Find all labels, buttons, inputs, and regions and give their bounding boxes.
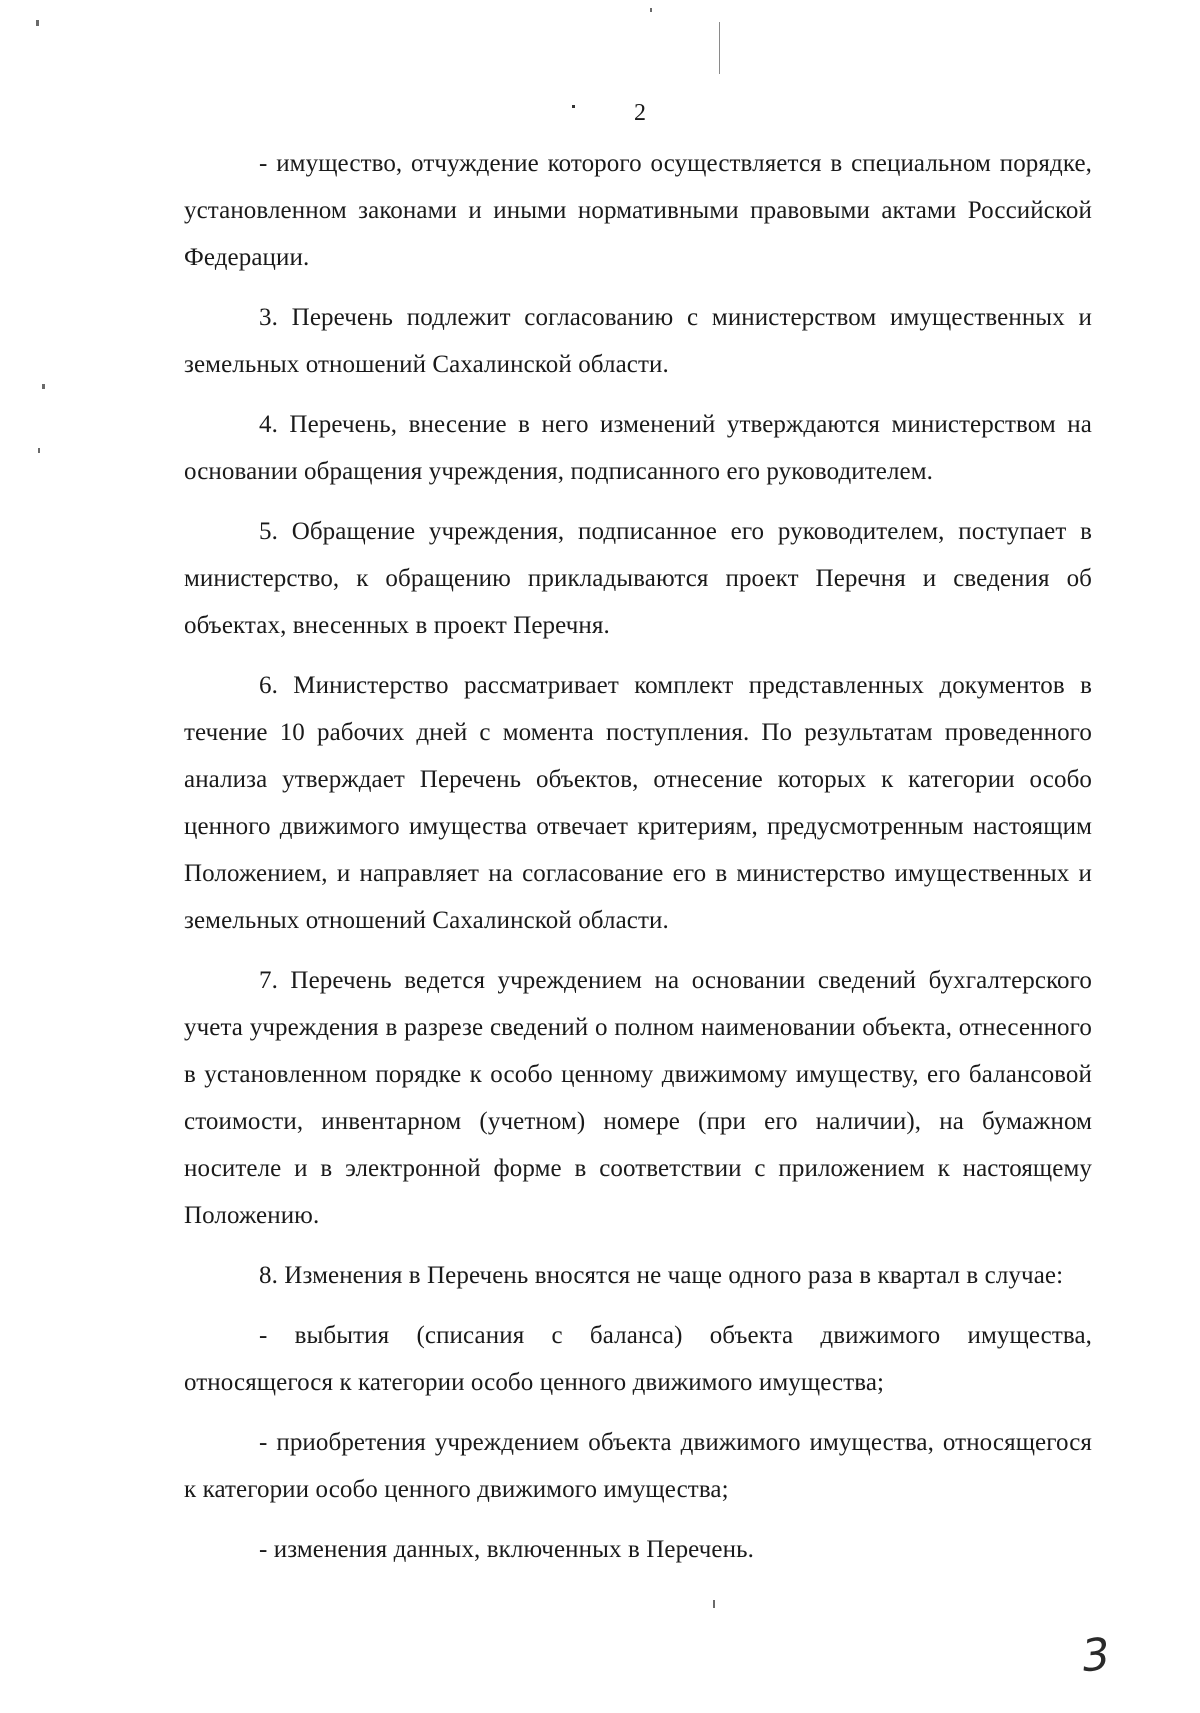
document-body xyxy=(184,140,1092,1586)
scan-mark xyxy=(719,22,720,74)
scan-mark xyxy=(42,384,45,389)
paragraph-5: 6. Министерство рассматривает комплект представленных документов в течение 10 рабочих дней с момента поступления. По результатам проведенного анализа утверждает Перечень объектов, отнесение которых к категории особо ценного движимого имущества отвечает критериям, предусмотренным настоящим Положением, и направляет на согласование его в министерство имущественных и земельных отношений Сахалинской области. xyxy=(184,672,1092,934)
paragraph-3: 4. Перечень, внесение в него изменений утверждаются министерством на основании обращения учреждения, подписанного его руководителем. xyxy=(184,411,1092,485)
scan-mark xyxy=(572,105,575,108)
scan-mark xyxy=(38,448,40,453)
handwritten-page-mark: 3 xyxy=(1079,1628,1113,1683)
scan-mark xyxy=(650,8,652,12)
scan-mark xyxy=(36,20,39,26)
paragraph-1: - имущество, отчуждение которого осуществляется в специальном порядке, установленном законами и иными нормативными правовыми актами Российской Федерации. xyxy=(184,150,1092,271)
page-number: 2 xyxy=(634,100,646,126)
scan-mark xyxy=(713,1600,715,1608)
paragraph-2: 3. Перечень подлежит согласованию с министерством имущественных и земельных отношений Сахалинской области. xyxy=(184,304,1092,378)
paragraph-9: - приобретения учреждением объекта движимого имущества, относящегося к категории особо ценного движимого имущества; xyxy=(184,1429,1092,1503)
paragraph-4: 5. Обращение учреждения, подписанное его руководителем, поступает в министерство, к обращению прикладываются проект Перечня и сведения об объектах, внесенных в проект Перечня. xyxy=(184,518,1092,639)
paragraph-8: - выбытия (списания с баланса) объекта движимого имущества, относящегося к категории особо ценного движимого имущества; xyxy=(184,1322,1092,1396)
paragraph-7: 8. Изменения в Перечень вносятся не чаще одного раза в квартал в случае: xyxy=(259,1262,1064,1289)
paragraph-6: 7. Перечень ведется учреждением на основании сведений бухгалтерского учета учреждения в разрезе сведений о полном наименовании объекта, отнесенного в установленном порядке к особо ценному движимому имуществу, его балансовой стоимости, инвентарном (учетном) номере (при его наличии), на бумажном носителе и в электронной форме в соответствии с приложением к настоящему Положению. xyxy=(184,967,1092,1229)
paragraph-10: - изменения данных, включенных в Перечень. xyxy=(259,1536,754,1563)
